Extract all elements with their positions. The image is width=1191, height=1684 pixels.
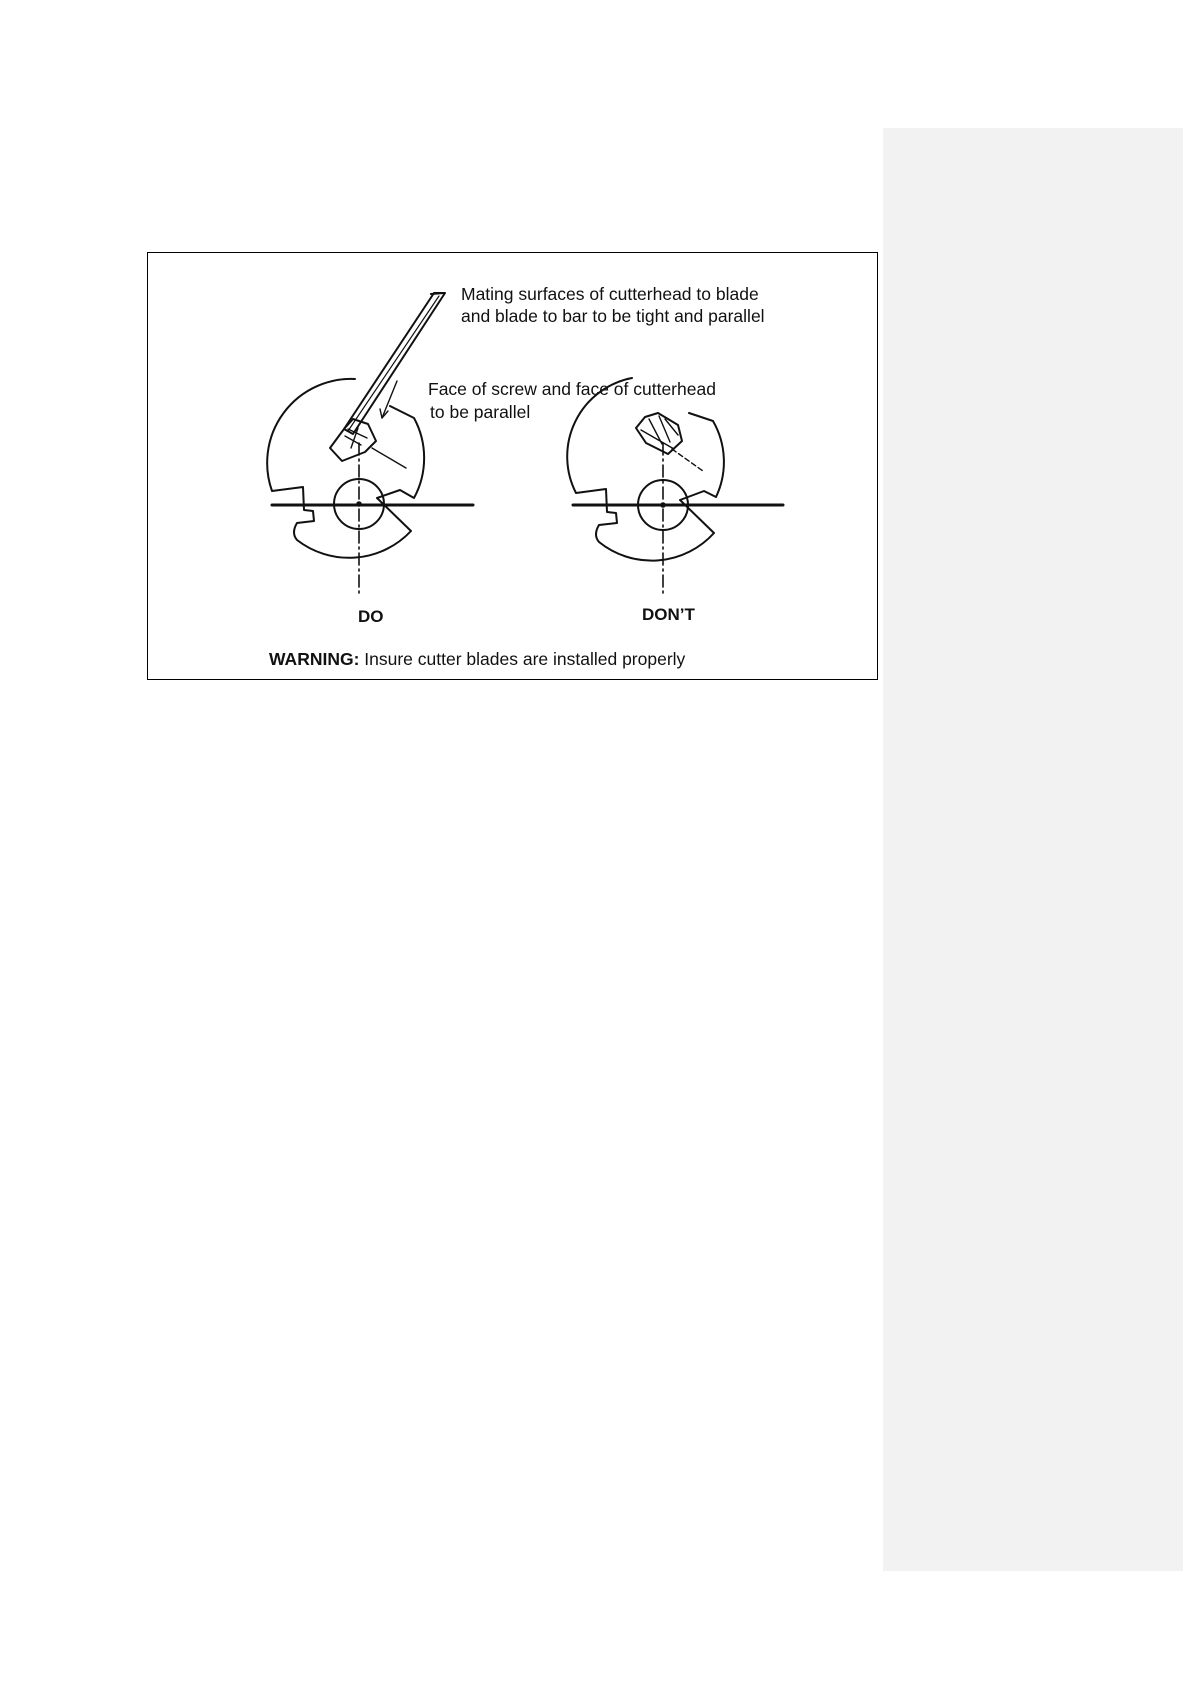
- do-cutterhead-drawing: [267, 293, 473, 596]
- figure-frame: [147, 252, 878, 680]
- warning-text: Insure cutter blades are installed properly: [364, 649, 686, 669]
- dont-cutterhead-drawing: [567, 378, 783, 596]
- callout-screw-face-line1: Face of screw and face of cutterhead: [428, 379, 716, 399]
- callout-mating-line1: Mating surfaces of cutterhead to blade: [461, 284, 759, 304]
- comment-margin-pane: [883, 128, 1183, 1571]
- label-dont: DON’T: [642, 605, 695, 624]
- warning-caption: [269, 649, 685, 670]
- label-do: DO: [358, 607, 384, 626]
- warning-prefix: WARNING:: [269, 649, 360, 669]
- callout-screw-face-line2: to be parallel: [430, 402, 531, 422]
- callout-mating-line2: and blade to bar to be tight and parallel: [461, 306, 765, 326]
